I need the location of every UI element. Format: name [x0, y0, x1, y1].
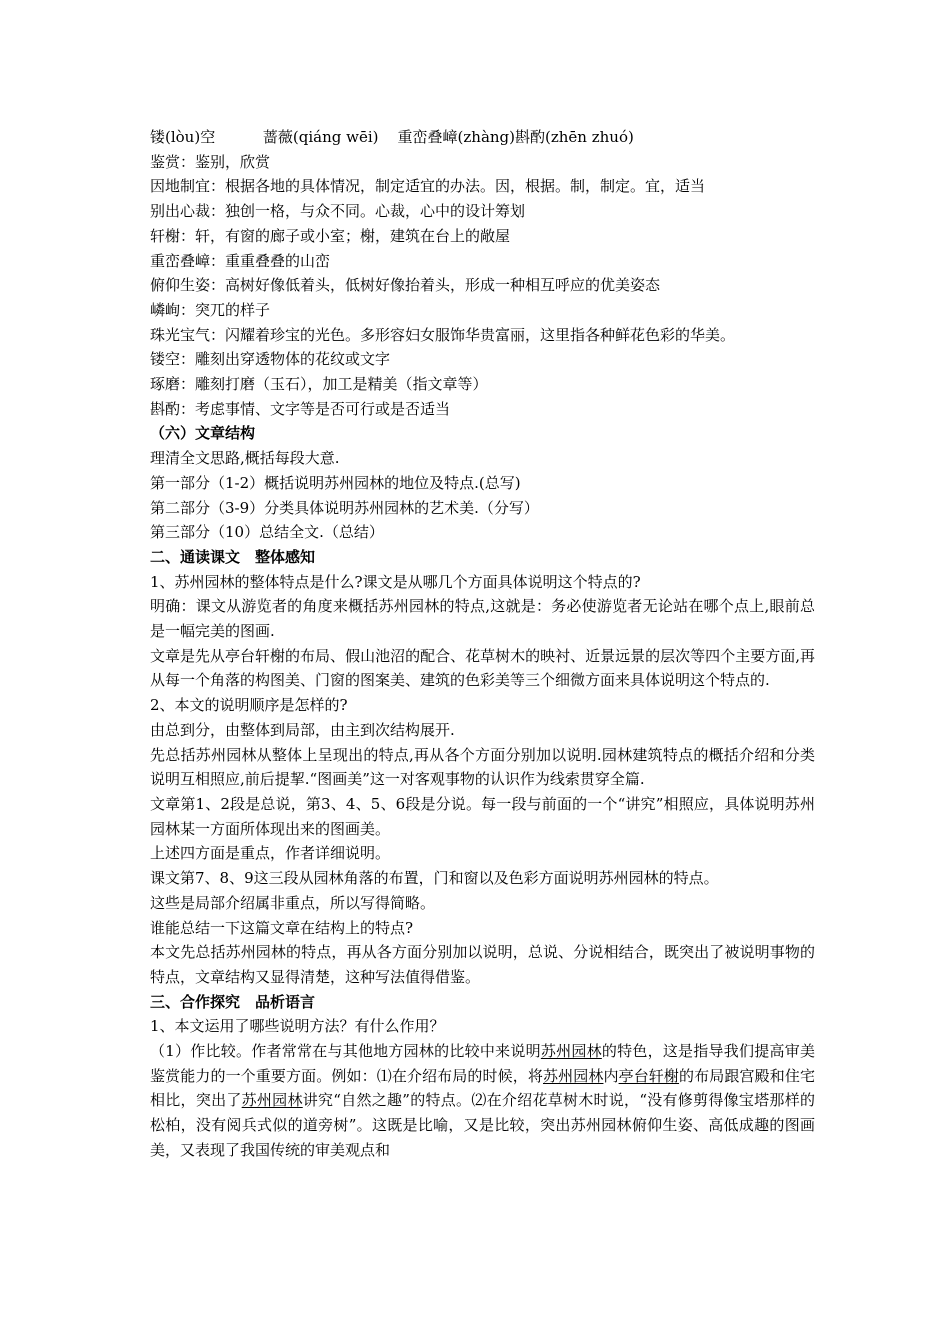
answer-paragraph: 文章第1、2段是总说，第3、4、5、6段是分说。每一段与前面的一个“讲究”相照应，具体说明苏州园林某一方面所体现出来的图画美。 — [150, 794, 815, 838]
answer-paragraph: 课文第7、8、9这三段从园林角落的布置，门和窗以及色彩方面说明苏州园林的特点。 — [150, 869, 719, 888]
vocab-item: 嶙峋：突兀的样子 — [150, 300, 271, 319]
answer-paragraph: 本文先总括苏州园林的特点，再从各方面分别加以说明，总说、分说相结合，既突出了被说明事物的特点，文章结构又显得清楚，这种写法值得借鉴。 — [150, 943, 815, 986]
structure-heading: （六）文章结构 — [150, 424, 256, 443]
question: 谁能总结一下这篇文章在结构上的特点? — [150, 918, 414, 937]
structure-line: 理清全文思路,概括每段大意. — [150, 449, 340, 468]
section-heading: 二、通读课文 整体感知 — [150, 547, 316, 566]
underlined-term: 苏州园林 — [241, 1091, 303, 1110]
vocab-item: 斟酌：考虑事情、文字等是否可行或是否适当 — [150, 399, 451, 418]
section-heading: 三、合作探究 品析语言 — [150, 992, 316, 1011]
text-run: 讲究“自然之趣”的特点。⑵在介绍花草树木时说，“没有修剪得像宝塔那样的松柏，没有阅兵式似的道旁树”。这既是比喻，又是比较，突出苏州园林俯仰生姿、高低成趣的图画美，又表现了我国传统的审美观点和 — [150, 1091, 815, 1159]
document-body — [150, 125, 815, 1163]
vocab-item: 琢磨：雕刻打磨（玉石），加工是精美（指文章等） — [150, 375, 488, 394]
vocab-item: 镂空：雕刻出穿透物体的花纹或文字 — [150, 350, 391, 369]
vocab-list — [150, 150, 815, 422]
answer-paragraph: 这些是局部介绍属非重点，所以写得简略。 — [150, 893, 436, 912]
text-run: 的布局跟宫殿和住宅相比，突出了 — [150, 1066, 815, 1110]
vocab-item: 鉴赏：鉴别，欣赏 — [150, 152, 271, 171]
underlined-term: 苏州园林 — [540, 1042, 602, 1061]
answer-paragraph: 上述四方面是重点，作者详细说明。 — [150, 844, 391, 863]
vocab-item: 珠光宝气：闪耀着珍宝的光色。多形容妇女服饰华贵富丽，这里指各种鲜花色彩的华美。 — [150, 325, 736, 344]
answer-paragraph: 由总到分，由整体到局部，由主到次结构展开. — [150, 720, 455, 739]
answer-paragraph: 文章是先从亭台轩榭的布局、假山池沼的配合、花草树木的映衬、近景远景的层次等四个主要方面,再从每一个角落的构图美、门窗的图案美、建筑的色彩美等三个细微方面来具体说明这个特点的. — [150, 646, 815, 690]
vocab-item: 重峦叠嶂：重重叠叠的山峦 — [150, 251, 331, 270]
vocab-item: 因地制宜：根据各地的具体情况，制定适宜的办法。因，根据。制，制定。宜，适当 — [150, 177, 706, 196]
text-run: 的特色，这是指导我们提高审美鉴赏能力的一个重要方面。例如：⑴在介绍布局的时候，将 — [150, 1042, 815, 1085]
answer-paragraph: 明确：课文从游览者的角度来概括苏州园林的特点,这就是：务必使游览者无论站在哪个点上,眼前总是一幅完美的图画. — [150, 597, 815, 641]
text-run: （1）作比较。作者常常在与其他地方园林的比较中来说明 — [150, 1042, 541, 1061]
underlined-term: 亭台轩榭 — [618, 1066, 680, 1085]
question: 1、苏州园林的整体特点是什么?课文是从哪几个方面具体说明这个特点的? — [150, 572, 641, 591]
structure-line: 第二部分（3-9）分类具体说明苏州园林的艺术美.（分写） — [150, 498, 539, 517]
pinyin-row: 镂(lòu)空 蔷薇(qiáng wēi) 重峦叠嶂(zhàng)斟酌(zhēn zhuó) — [150, 128, 634, 146]
question: 2、本文的说明顺序是怎样的? — [150, 696, 348, 715]
answer-paragraph: 先总括苏州园林从整体上呈现出的特点,再从各个方面分别加以说明.园林建筑特点的概括介绍和分类说明互相照应,前后提挈.“图画美”这一对客观事物的认识作为线索贯穿全篇. — [150, 745, 815, 789]
vocab-item: 轩榭：轩，有窗的廊子或小室；榭，建筑在台上的敞屋 — [150, 226, 511, 245]
underlined-term: 苏州园林 — [542, 1066, 604, 1085]
structure-line: 第三部分（10）总结全文.（总结） — [150, 523, 384, 542]
vocab-item: 别出心裁：独创一格，与众不同。心裁，心中的设计筹划 — [150, 202, 526, 221]
structure-line: 第一部分（1-2）概括说明苏州园林的地位及特点.(总写) — [150, 473, 521, 492]
question: 1、本文运用了哪些说明方法？有什么作用？ — [150, 1017, 445, 1036]
comparison-paragraph — [150, 1039, 815, 1163]
text-run: 内 — [603, 1066, 619, 1085]
vocab-item: 俯仰生姿：高树好像低着头，低树好像抬着头，形成一种相互呼应的优美姿态 — [150, 276, 661, 295]
